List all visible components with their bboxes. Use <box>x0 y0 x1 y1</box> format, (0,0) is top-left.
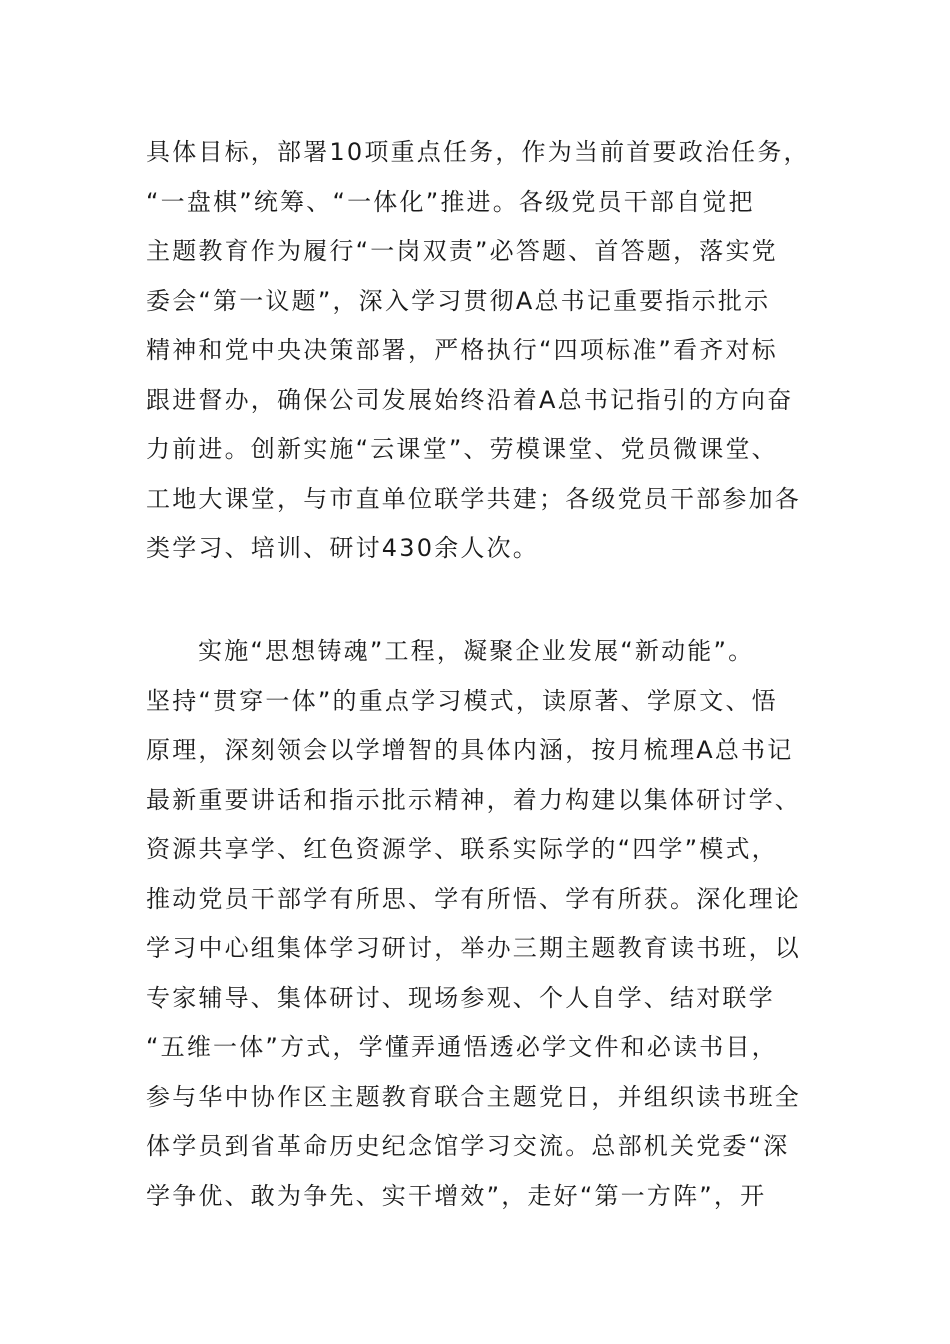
paragraph-1-line: 具体目标，部署10项重点任务，作为当前首要政治任务， <box>146 138 810 166</box>
paragraph-1-line: 跟进督办，确保公司发展始终沿着A总书记指引的方向奋 <box>146 385 794 414</box>
paragraph-1-line: 主题教育作为履行“一岗双责”必答题、首答题，落实党 <box>146 237 778 265</box>
paragraph-2-line: 参与华中协作区主题教育联合主题党日，并组织读书班全 <box>146 1082 801 1111</box>
paragraph-1-line: 委会“第一议题”，深入学习贯彻A总书记重要指示批示 <box>146 286 771 315</box>
paragraph-2 <box>146 627 811 1221</box>
paragraph-2-line: 学习中心组集体学习研讨，举办三期主题教育读书班，以 <box>146 934 801 962</box>
paragraph-1 <box>146 128 811 574</box>
paragraph-2-line: 最新重要讲话和指示批示精神，着力构建以集体研讨学、 <box>146 785 801 814</box>
paragraph-1-line: “一盘棋”统筹、“一体化”推进。各级党员干部自觉把 <box>146 187 755 216</box>
paragraph-1-line: 精神和党中央决策部署，严格执行“四项标准”看齐对标 <box>146 336 778 364</box>
paragraph-1-line: 类学习、培训、研讨430余人次。 <box>146 534 540 562</box>
paragraph-2-line: 原理，深刻领会以学增智的具体内涵，按月梳理A总书记 <box>146 736 794 764</box>
paragraph-2-line: “五维一体”方式，学懂弄通悟透必学文件和必读书目， <box>146 1033 778 1061</box>
paragraph-1-line: 工地大课堂，与市直单位联学共建；各级党员干部参加各 <box>146 484 801 513</box>
paragraph-2-first-line: 实施“思想铸魂”工程，凝聚企业发展“新动能”。 <box>198 637 755 665</box>
paragraph-2-line: 坚持“贯穿一体”的重点学习模式，读原著、学原文、悟 <box>146 686 778 715</box>
paragraph-2-line: 专家辅导、集体研讨、现场参观、个人自学、结对联学 <box>146 983 775 1012</box>
paragraph-2-line: 资源共享学、红色资源学、联系实际学的“四学”模式， <box>146 835 778 863</box>
paragraph-2-line: 学争优、敢为争先、实干增效”，走好“第一方阵”，开 <box>146 1181 767 1210</box>
paragraph-2-line: 推动党员干部学有所思、学有所悟、学有所获。深化理论 <box>146 884 801 913</box>
paragraph-1-line: 力前进。创新实施“云课堂”、劳模课堂、党员微课堂、 <box>146 435 778 463</box>
paragraph-2-line: 体学员到省革命历史纪念馆学习交流。总部机关党委“深 <box>146 1132 790 1160</box>
